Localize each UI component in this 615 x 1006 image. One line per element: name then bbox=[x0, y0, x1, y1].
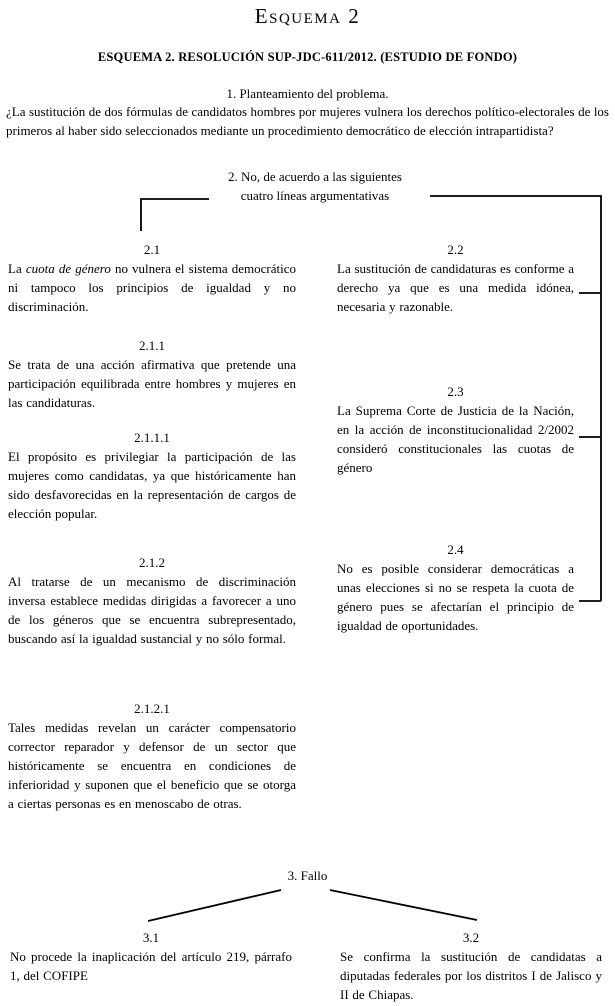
fallo-3-1 bbox=[10, 928, 292, 985]
argument-2-1 bbox=[8, 240, 296, 316]
argument-text-italic: cuota de género bbox=[25, 261, 111, 276]
answer-statement bbox=[165, 167, 465, 205]
argument-number: 2.3 bbox=[447, 384, 464, 399]
argument-text: Tales medidas revelan un carácter compensatorio corrector reparador y defensor de un sector que históricamente se encuentra en condiciones de inferioridad y suponen que el beneficio que se otorga a ciertas personas es en menoscabo de otras. bbox=[8, 720, 296, 811]
argument-text: No es posible considerar democráticas a unas elecciones si no se respeta la cuota de género pues se afectarían el principio de igualdad de oportunidades. bbox=[337, 561, 574, 633]
answer-line-2: cuatro líneas argumentativas bbox=[240, 188, 390, 203]
argument-text: Al tratarse de un mecanismo de discriminación inversa establece medidas dirigidas a favorecer a uno de los géneros que se encuentra subrepresentado, buscando así la igualdad sustancial y no sólo formal. bbox=[8, 574, 296, 646]
argument-text-part: La bbox=[8, 261, 26, 276]
argument-text: La sustitución de candidaturas es conforme a derecho ya que es una medida idónea, necesaria y razonable. bbox=[337, 261, 574, 314]
problem-heading: 1. Planteamiento del problema. bbox=[226, 86, 389, 101]
argument-number: 2.1.1 bbox=[139, 338, 165, 353]
argument-number: 2.1 bbox=[143, 242, 161, 257]
fallo-right-connector bbox=[330, 890, 477, 920]
problem-question: ¿La sustitución de dos fórmulas de candidatos hombres por mujeres vulnera los derechos político-electorales de los primeros al haber sido seleccionados mediante un procedimiento democrático de elección intrapartidista? bbox=[6, 104, 609, 138]
argument-text: No procede la inaplicación del artículo 219, párrafo 1, del COFIPE bbox=[10, 949, 292, 983]
document-subtitle: ESQUEMA 2. RESOLUCIÓN SUP-JDC-611/2012. (ESTUDIO DE FONDO) bbox=[97, 50, 518, 64]
argument-2-1-2-1 bbox=[8, 699, 296, 813]
argument-2-4 bbox=[337, 540, 574, 635]
argument-number: 2.1.1.1 bbox=[134, 430, 170, 445]
argument-number: 2.1.2.1 bbox=[134, 701, 170, 716]
argument-text-part: no vulnera el sistema democrático ni tampoco los principios de igualdad y no discriminación. bbox=[8, 261, 296, 314]
argument-2-1-1 bbox=[8, 336, 296, 412]
answer-line-1: 2. No, de acuerdo a las siguientes bbox=[227, 169, 402, 184]
argument-2-2 bbox=[337, 240, 574, 316]
argument-number: 3.1 bbox=[142, 930, 160, 945]
argument-text: El propósito es privilegiar la participación de las mujeres como candidatas, ya que históricamente han sido desfavorecidas en la representación de cargos de elección popular. bbox=[8, 449, 296, 521]
argument-2-1-1-1 bbox=[8, 428, 296, 523]
argument-text: La Suprema Corte de Justicia de la Nación, en la acción de inconstitucionalidad 2/2002 consideró constitucionales las cuotas de género bbox=[337, 403, 574, 475]
argument-text bbox=[8, 259, 296, 316]
argument-number: 2.1.2 bbox=[139, 555, 165, 570]
argument-number: 3.2 bbox=[462, 930, 480, 945]
fallo-heading: 3. Fallo bbox=[287, 868, 328, 883]
fallo-left-connector bbox=[148, 890, 281, 921]
argument-text: Se confirma la sustitución de candidatas a diputadas federales por los distritos I de Jalisco y II de Chiapas. bbox=[340, 949, 602, 1002]
argument-text: Se trata de una acción afirmativa que pretende una participación equilibrada entre hombres y mujeres en las candidaturas. bbox=[8, 357, 296, 410]
argument-2-3 bbox=[337, 382, 574, 477]
argument-number: 2.2 bbox=[447, 242, 464, 257]
fallo-3-2 bbox=[340, 928, 602, 1004]
page-title: Esquema 2 bbox=[254, 4, 361, 28]
argument-2-1-2 bbox=[8, 553, 296, 648]
argument-number: 2.4 bbox=[447, 542, 464, 557]
